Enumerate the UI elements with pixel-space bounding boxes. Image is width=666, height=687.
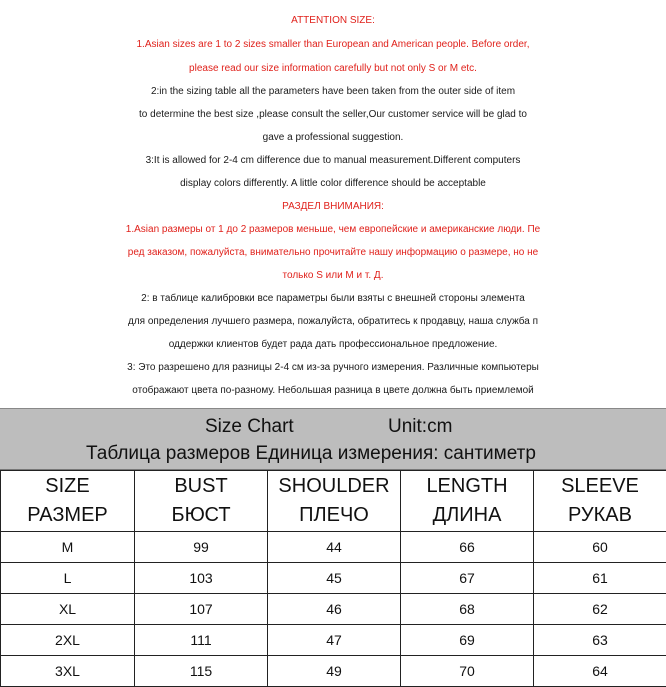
column-header-ru: ПЛЕЧО bbox=[268, 501, 400, 530]
notice-en-point-2: 2:in the sizing table all the parameters have been taken from the outer side of item bbox=[0, 81, 666, 103]
notice-en-point-2-end: gave a professional suggestion. bbox=[0, 127, 666, 149]
bust-cell: 111 bbox=[135, 625, 268, 656]
notice-ru-point-3: 3: Это разрешено для разницы 2-4 см из-за ручного измерения. Различные компьютеры bbox=[0, 357, 666, 379]
notice-ru-title: РАЗДЕЛ ВНИМАНИЯ: bbox=[0, 196, 666, 218]
notice-en-point-1-cont: please read our size information carefully but not only S or M etc. bbox=[0, 58, 666, 80]
table-row bbox=[1, 594, 666, 625]
notice-en-point-1: 1.Asian sizes are 1 to 2 sizes smaller than European and American people. Before order, bbox=[0, 34, 666, 56]
size-cell: XL bbox=[1, 594, 135, 625]
table-row bbox=[1, 625, 666, 656]
notice-en-point-3-cont: display colors differently. A little color difference should be acceptable bbox=[0, 173, 666, 195]
sleeve-cell: 60 bbox=[534, 532, 666, 563]
sleeve-cell: 61 bbox=[534, 563, 666, 594]
notice-ru-point-2: 2: в таблице калибровки все параметры были взяты с внешней стороны элемента bbox=[0, 288, 666, 310]
shoulder-cell: 46 bbox=[268, 594, 401, 625]
length-cell: 66 bbox=[401, 532, 534, 563]
sleeve-cell: 63 bbox=[534, 625, 666, 656]
table-row bbox=[1, 532, 666, 563]
shoulder-cell: 47 bbox=[268, 625, 401, 656]
table-row bbox=[1, 563, 666, 594]
notice-en-point-3: 3:It is allowed for 2-4 cm difference due to manual measurement.Different computers bbox=[0, 150, 666, 172]
length-cell: 67 bbox=[401, 563, 534, 594]
shoulder-cell: 45 bbox=[268, 563, 401, 594]
table-row bbox=[1, 656, 666, 687]
column-header-size bbox=[1, 471, 135, 532]
size-chart-header bbox=[0, 408, 666, 470]
sleeve-cell: 62 bbox=[534, 594, 666, 625]
column-header-sleeve bbox=[534, 471, 666, 532]
column-header-en: SIZE bbox=[1, 472, 134, 501]
shoulder-cell: 44 bbox=[268, 532, 401, 563]
length-cell: 69 bbox=[401, 625, 534, 656]
size-cell: 3XL bbox=[1, 656, 135, 687]
length-cell: 68 bbox=[401, 594, 534, 625]
size-chart-title-ru: Таблица размеров Единица измерения: сантиметр bbox=[86, 442, 536, 466]
size-cell: M bbox=[1, 532, 135, 563]
bust-cell: 99 bbox=[135, 532, 268, 563]
sleeve-cell: 64 bbox=[534, 656, 666, 687]
column-header-en: LENGTH bbox=[401, 472, 533, 501]
table-header-row bbox=[1, 471, 666, 532]
column-header-ru: РАЗМЕР bbox=[1, 501, 134, 530]
bust-cell: 107 bbox=[135, 594, 268, 625]
bust-cell: 103 bbox=[135, 563, 268, 594]
column-header-en: SHOULDER bbox=[268, 472, 400, 501]
column-header-en: SLEEVE bbox=[534, 472, 666, 501]
column-header-ru: ДЛИНА bbox=[401, 501, 533, 530]
column-header-length bbox=[401, 471, 534, 532]
notice-ru-point-3-cont: отображают цвета по-разному. Небольшая разница в цвете должна быть приемлемой bbox=[0, 380, 666, 402]
size-cell: L bbox=[1, 563, 135, 594]
column-header-shoulder bbox=[268, 471, 401, 532]
column-header-en: BUST bbox=[135, 472, 267, 501]
column-header-bust bbox=[135, 471, 268, 532]
notice-ru-point-2-end: оддержки клиентов будет рада дать профессиональное предложение. bbox=[0, 334, 666, 356]
size-cell: 2XL bbox=[1, 625, 135, 656]
size-table bbox=[0, 470, 666, 687]
notice-en-point-2-cont: to determine the best size ,please consult the seller,Our customer service will be glad to bbox=[0, 104, 666, 126]
length-cell: 70 bbox=[401, 656, 534, 687]
column-header-ru: БЮСТ bbox=[135, 501, 267, 530]
bust-cell: 115 bbox=[135, 656, 268, 687]
size-chart-title: Size Chart bbox=[205, 415, 294, 439]
shoulder-cell: 49 bbox=[268, 656, 401, 687]
unit-label: Unit:cm bbox=[388, 415, 452, 439]
notice-ru-point-1: 1.Asian размеры от 1 до 2 размеров меньше, чем европейские и американские люди. Пе bbox=[0, 219, 666, 241]
column-header-ru: РУКАВ bbox=[534, 501, 666, 530]
notice-ru-point-2-cont: для определения лучшего размера, пожалуйста, обратитесь к продавцу, наша служба п bbox=[0, 311, 666, 333]
notice-ru-point-1-cont: ред заказом, пожалуйста, внимательно прочитайте нашу информацию о размере, но не bbox=[0, 242, 666, 264]
notice-ru-point-1-end: только S или M и т. Д. bbox=[0, 265, 666, 287]
notice-en-title: ATTENTION SIZE: bbox=[0, 10, 666, 32]
